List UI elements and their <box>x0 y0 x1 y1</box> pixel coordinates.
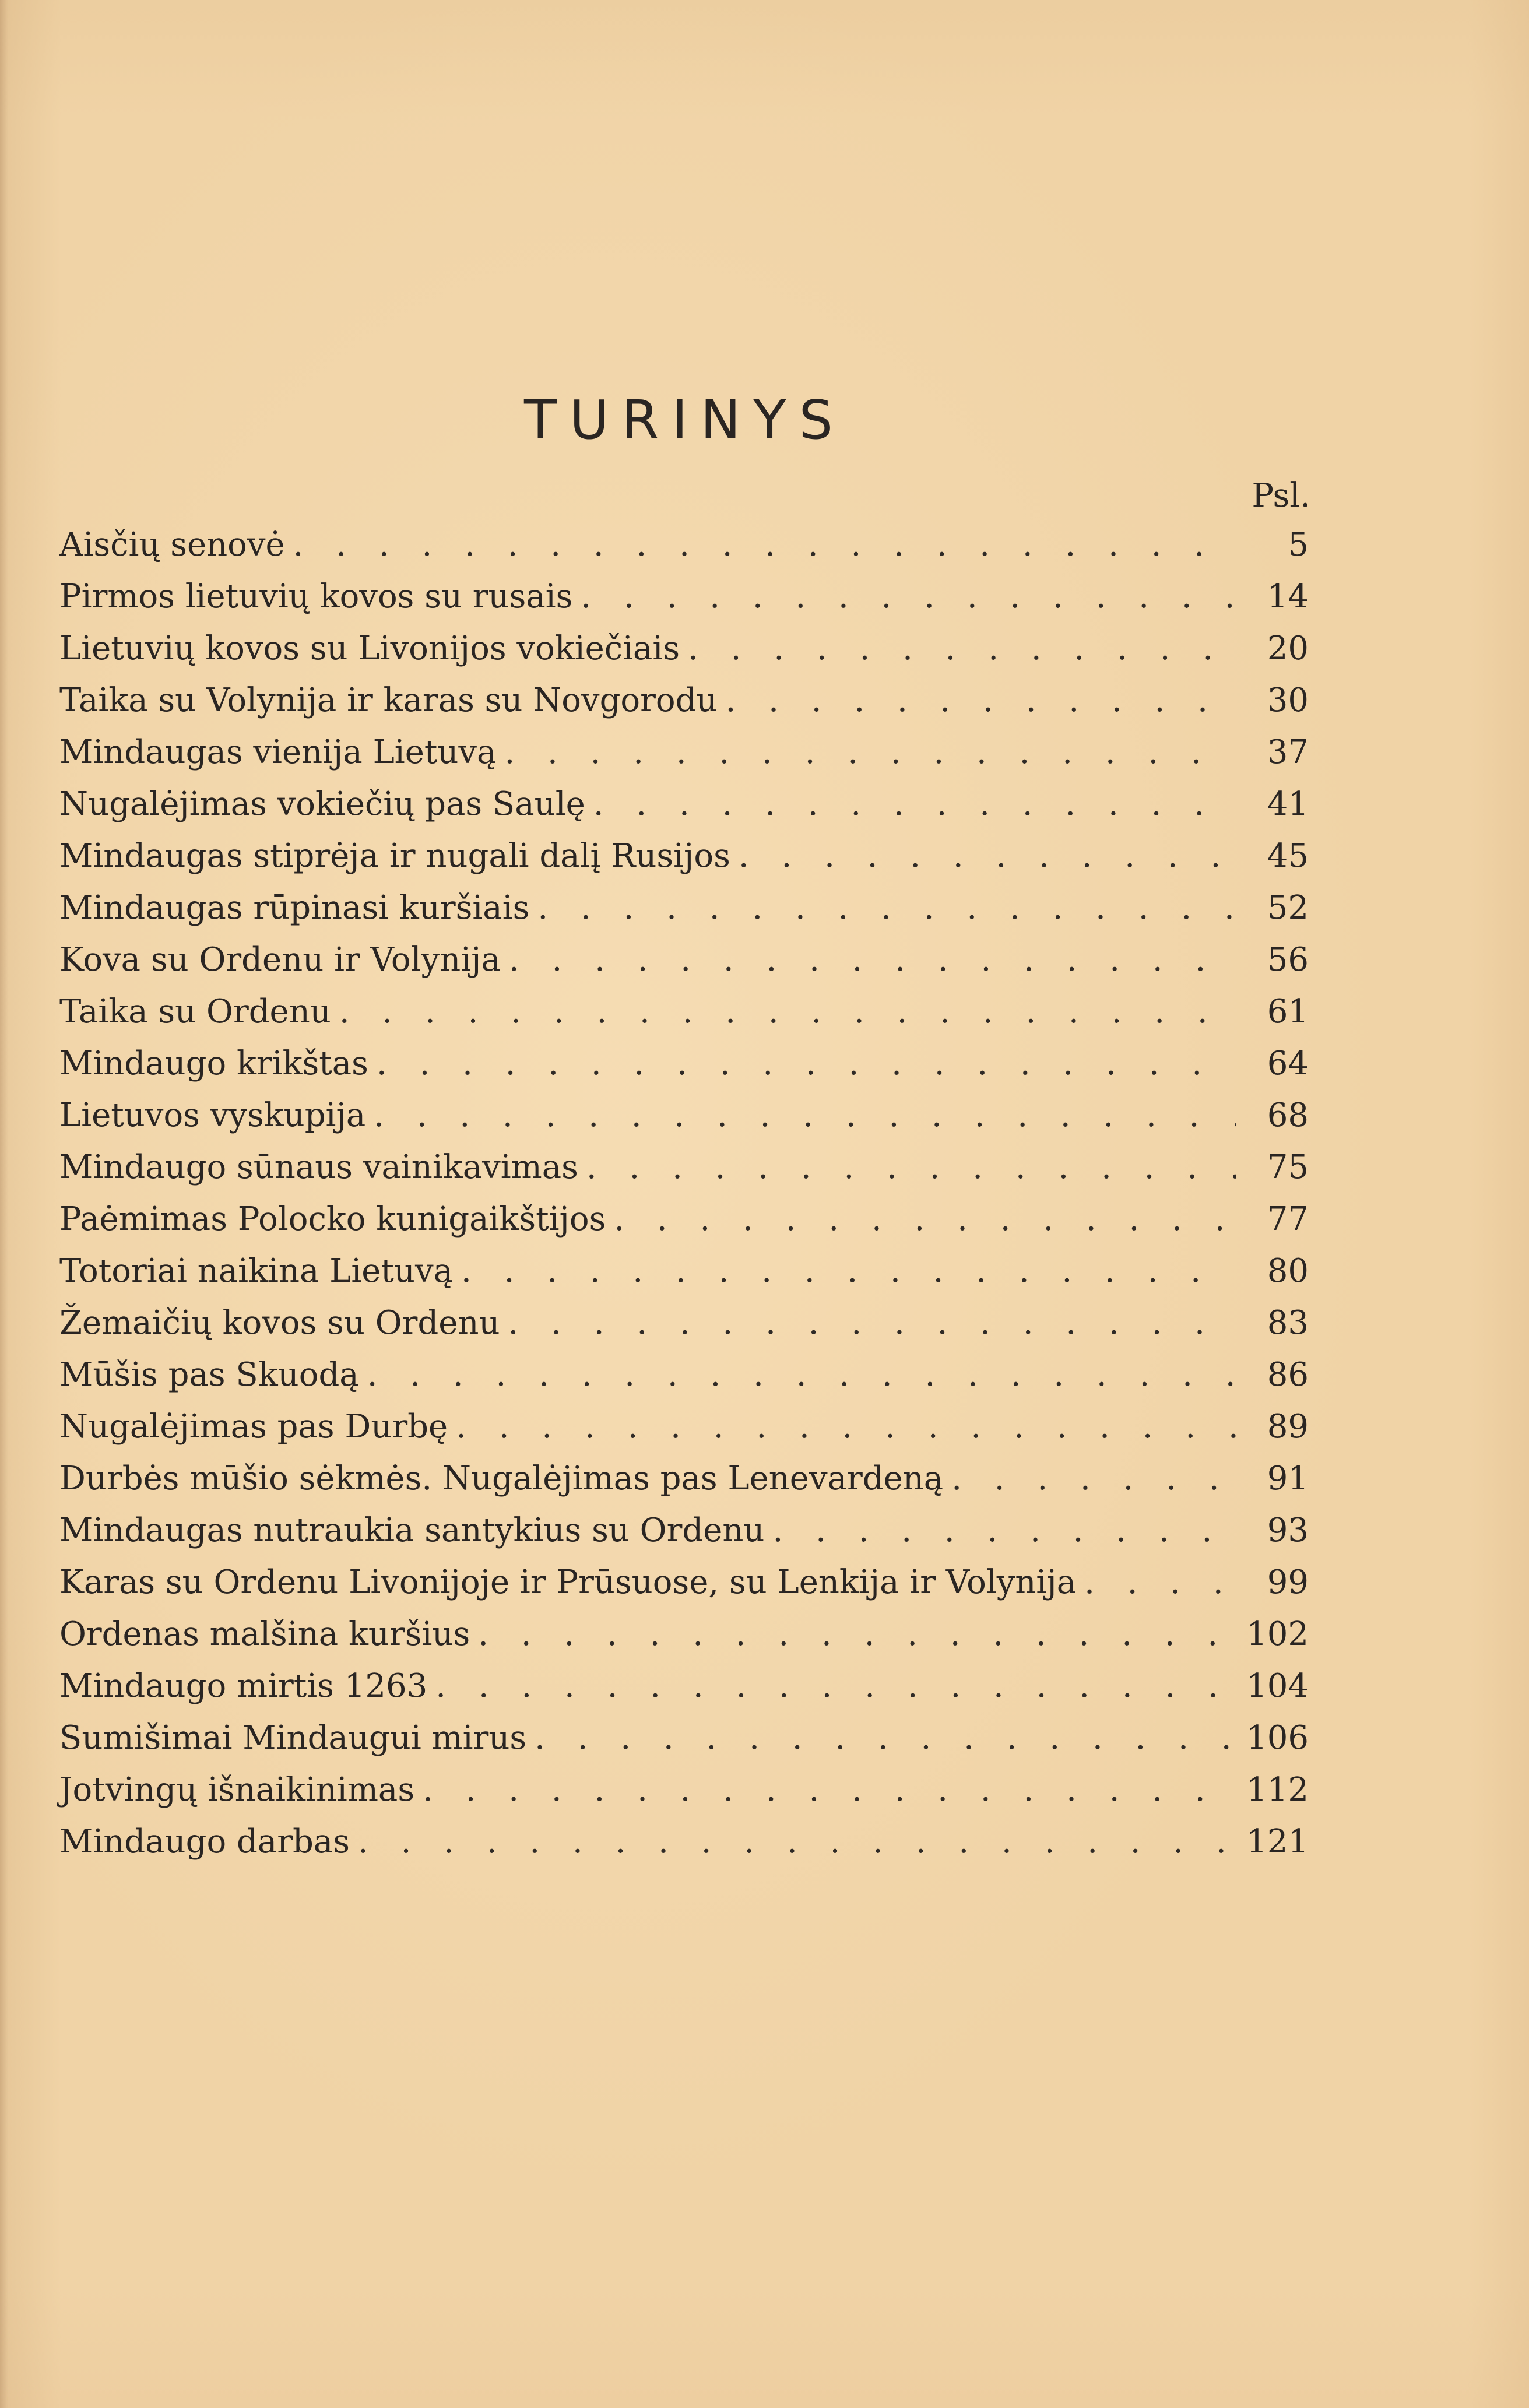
toc-entry-title: Mindaugas vienija Lietuvą <box>59 733 497 771</box>
toc-entry <box>59 519 1309 571</box>
toc-entry <box>59 674 1309 726</box>
toc-entry-page-number: 30 <box>1267 681 1309 719</box>
page-title: TURINYS <box>523 388 846 451</box>
toc-entry <box>59 726 1309 778</box>
toc-entry-page-number: 56 <box>1267 941 1309 979</box>
toc-entry-title: Jotvingų išnaikinimas <box>59 1771 415 1809</box>
toc-entry-page-number: 121 <box>1246 1823 1309 1861</box>
toc-entry <box>59 1764 1309 1816</box>
toc-entry <box>59 1193 1309 1245</box>
toc-entry-page-number: 45 <box>1267 837 1309 875</box>
toc-entry-page-number: 83 <box>1267 1304 1309 1342</box>
toc-entry-title: Mindaugo darbas <box>59 1823 350 1861</box>
toc-entry <box>59 1556 1309 1608</box>
toc-dot-leader <box>688 623 1236 674</box>
toc-entry-title: Lietuvių kovos su Livonijos vokiečiais <box>59 630 680 667</box>
toc-dot-leader <box>435 1660 1236 1712</box>
toc-entry-title: Karas su Ordenu Livonijoje ir Prūsuose, su Lenkija ir Volynija <box>59 1563 1077 1601</box>
toc-entry-page-number: 86 <box>1267 1356 1309 1394</box>
toc-entry <box>59 1401 1309 1453</box>
toc-entry <box>59 571 1309 623</box>
toc-entry-page-number: 77 <box>1267 1200 1309 1238</box>
toc-dot-leader <box>367 1349 1236 1401</box>
toc-entry-page-number: 41 <box>1267 785 1309 823</box>
toc-entry <box>59 1453 1309 1504</box>
toc-dot-leader <box>586 1141 1236 1193</box>
table-of-contents <box>59 519 1309 1868</box>
toc-entry <box>59 1245 1309 1297</box>
toc-dot-leader <box>726 674 1236 726</box>
toc-entry-page-number: 80 <box>1267 1252 1309 1290</box>
toc-entry <box>59 1608 1309 1660</box>
toc-entry <box>59 1141 1309 1193</box>
toc-entry-page-number: 104 <box>1246 1667 1309 1705</box>
toc-dot-leader <box>593 778 1236 830</box>
toc-entry <box>59 623 1309 674</box>
toc-dot-leader <box>535 1712 1236 1764</box>
toc-entry-page-number: 20 <box>1267 630 1309 667</box>
toc-dot-leader <box>614 1193 1236 1245</box>
toc-entry <box>59 1038 1309 1089</box>
toc-entry <box>59 778 1309 830</box>
toc-entry-page-number: 68 <box>1267 1096 1309 1134</box>
toc-entry-title: Mindaugas stiprėja ir nugali dalį Rusijos <box>59 837 730 875</box>
toc-entry-title: Žemaičių kovos su Ordenu <box>59 1304 500 1342</box>
toc-dot-leader <box>951 1453 1236 1504</box>
toc-dot-leader <box>423 1764 1236 1816</box>
toc-entry-page-number: 61 <box>1267 993 1309 1031</box>
toc-dot-leader <box>456 1401 1236 1453</box>
toc-entry-title: Durbės mūšio sėkmės. Nugalėjimas pas Lenevardeną <box>59 1460 944 1497</box>
toc-entry-page-number: 89 <box>1267 1408 1309 1446</box>
toc-entry <box>59 934 1309 986</box>
toc-entry-title: Mindaugas nutraukia santykius su Ordenu <box>59 1511 765 1549</box>
toc-entry-title: Lietuvos vyskupija <box>59 1096 366 1134</box>
toc-dot-leader <box>537 882 1236 934</box>
toc-dot-leader <box>478 1608 1236 1660</box>
toc-entry-title: Sumišimai Mindaugui mirus <box>59 1719 527 1757</box>
toc-entry-title: Nugalėjimas pas Durbę <box>59 1408 448 1446</box>
toc-entry <box>59 986 1309 1038</box>
toc-entry-title: Aisčių senovė <box>59 526 285 564</box>
toc-entry-title: Pirmos lietuvių kovos su rusais <box>59 578 573 616</box>
toc-entry <box>59 1712 1309 1764</box>
toc-entry-page-number: 5 <box>1288 526 1309 564</box>
toc-entry-title: Ordenas malšina kuršius <box>59 1615 470 1653</box>
toc-dot-leader <box>504 726 1236 778</box>
toc-entry-title: Mindaugas rūpinasi kuršiais <box>59 889 530 927</box>
toc-dot-leader <box>739 830 1236 882</box>
toc-entry-page-number: 37 <box>1267 733 1309 771</box>
toc-dot-leader <box>358 1816 1236 1868</box>
toc-entry <box>59 1504 1309 1556</box>
toc-entry-title: Mūšis pas Skuodą <box>59 1356 359 1394</box>
toc-entry <box>59 1297 1309 1349</box>
toc-dot-leader <box>508 1297 1236 1349</box>
toc-entry-title: Paėmimas Polocko kunigaikštijos <box>59 1200 606 1238</box>
toc-entry-page-number: 91 <box>1267 1460 1309 1497</box>
toc-entry <box>59 1660 1309 1712</box>
toc-entry-page-number: 93 <box>1267 1511 1309 1549</box>
toc-entry <box>59 1816 1309 1868</box>
toc-entry-title: Kova su Ordenu ir Volynija <box>59 941 501 979</box>
toc-entry-title: Mindaugo sūnaus vainikavimas <box>59 1148 578 1186</box>
toc-dot-leader <box>374 1089 1236 1141</box>
toc-dot-leader <box>339 986 1236 1038</box>
toc-entry-page-number: 106 <box>1246 1719 1309 1757</box>
toc-entry-page-number: 52 <box>1267 889 1309 927</box>
toc-dot-leader <box>509 934 1236 986</box>
page-edge-shadow <box>0 0 8 2408</box>
toc-dot-leader <box>772 1504 1236 1556</box>
toc-entry-title: Mindaugo krikštas <box>59 1045 368 1082</box>
toc-entry <box>59 882 1309 934</box>
toc-entry-page-number: 64 <box>1267 1045 1309 1082</box>
toc-entry-title: Taika su Volynija ir karas su Novgorodu <box>59 681 718 719</box>
toc-entry-page-number: 102 <box>1246 1615 1309 1653</box>
toc-entry-title: Taika su Ordenu <box>59 993 331 1031</box>
page-column-header: Psl. <box>1252 477 1310 515</box>
toc-entry-title: Totoriai naikina Lietuvą <box>59 1252 454 1290</box>
toc-entry-title: Mindaugo mirtis 1263 <box>59 1667 428 1705</box>
toc-entry-page-number: 99 <box>1267 1563 1309 1601</box>
toc-entry <box>59 830 1309 882</box>
toc-entry-page-number: 14 <box>1267 578 1309 616</box>
toc-dot-leader <box>461 1245 1236 1297</box>
toc-entry-page-number: 112 <box>1246 1771 1309 1809</box>
toc-dot-leader <box>1084 1556 1236 1608</box>
toc-dot-leader <box>377 1038 1236 1089</box>
toc-entry <box>59 1349 1309 1401</box>
toc-entry-page-number: 75 <box>1267 1148 1309 1186</box>
toc-entry <box>59 1089 1309 1141</box>
toc-dot-leader <box>581 571 1236 623</box>
toc-entry-title: Nugalėjimas vokiečių pas Saulę <box>59 785 585 823</box>
toc-dot-leader <box>293 519 1236 571</box>
